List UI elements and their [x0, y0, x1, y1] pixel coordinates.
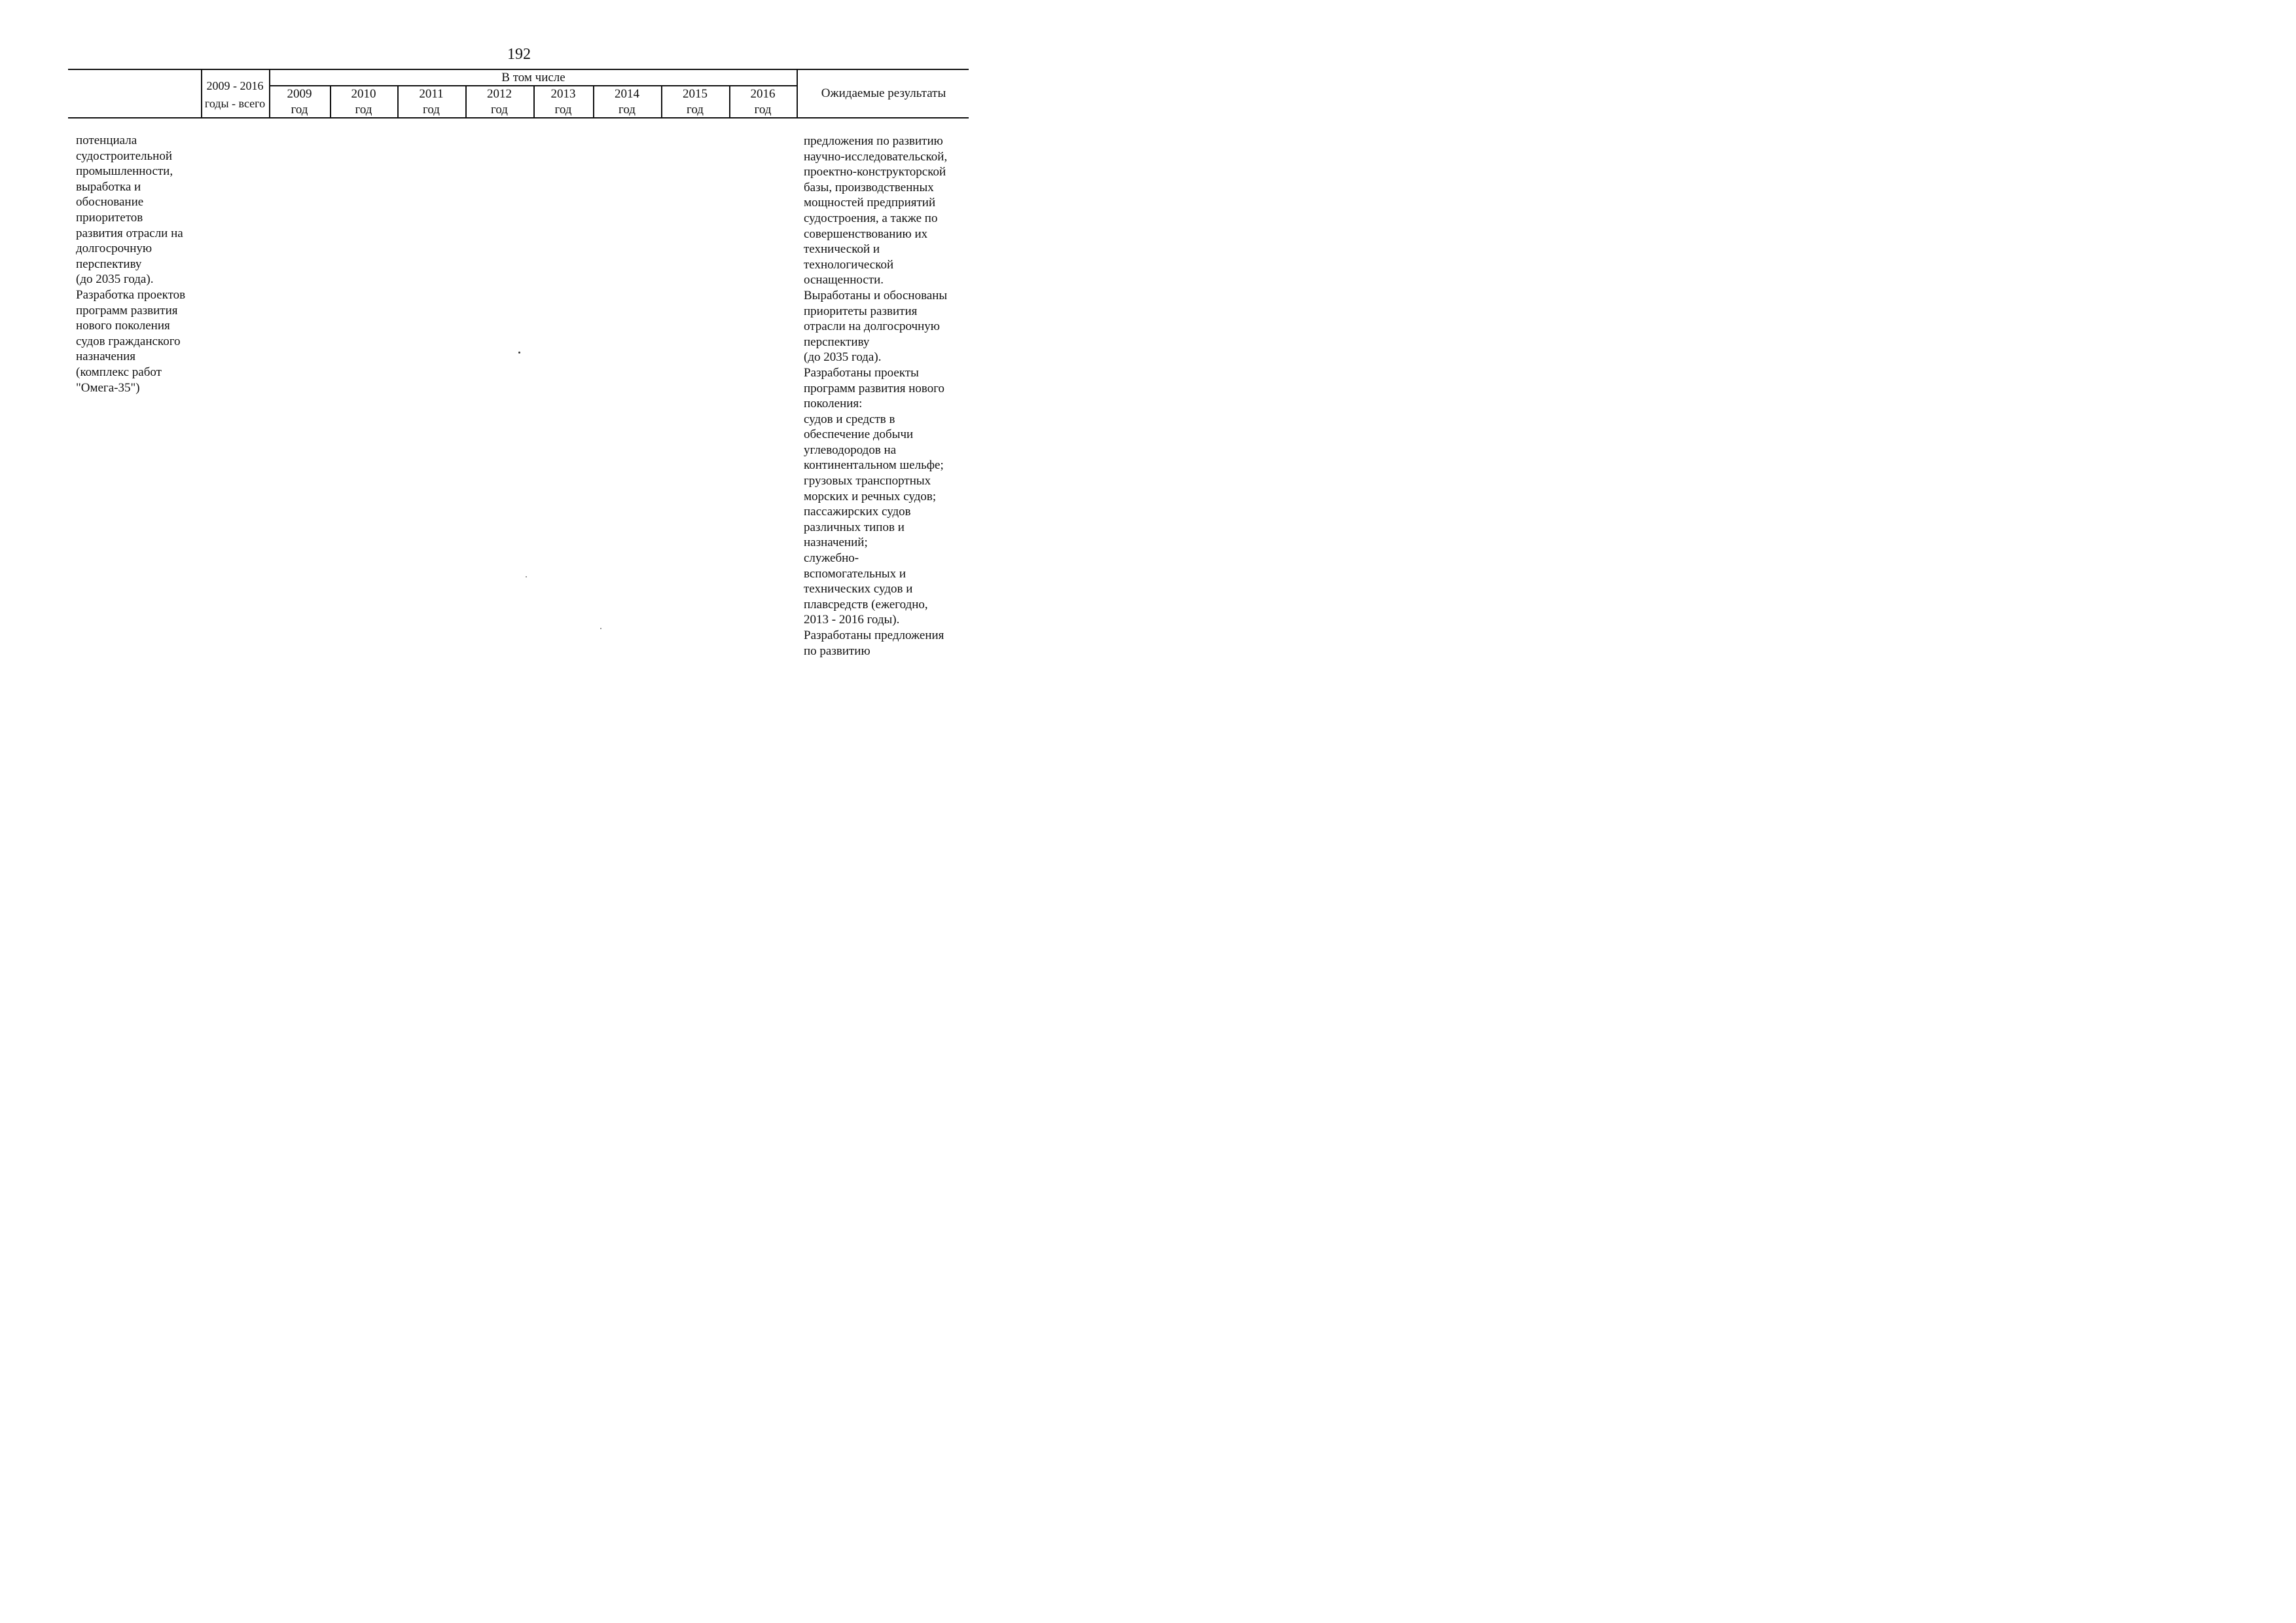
year-header-2011: 2011 год: [419, 87, 444, 117]
year-header-2013: 2013 год: [550, 87, 576, 117]
year-header-2014: 2014 год: [615, 87, 639, 117]
measure-description: потенциала судостроительной промышленности, выработка и обоснование приоритетов развития отрасли на долгосрочную перспективу (до 2035 года). Разработка проектов программ развития нового поколения судов гражданского назначения (комплекс работ "Омега-35"): [76, 134, 186, 395]
year-header-2009: 2009 год: [287, 87, 312, 117]
total-column-years: 2009 - 2016: [206, 79, 264, 92]
scan-speck: [518, 352, 520, 354]
group-header-label: В том числе: [501, 71, 565, 84]
year-header-2016: 2016 год: [750, 87, 776, 117]
total-column-label: годы - всего: [204, 97, 266, 110]
total-column-header: [201, 77, 269, 113]
scan-speck: [600, 628, 601, 629]
expected-results-text: предложения по развитию научно-исследовательской, проектно-конструкторской базы, производственных мощностей предприятий судостроения, а также по совершенствованию их технической и технологической оснащенности. Выработаны и обоснованы приоритеты развития отрасли на долгосрочную перспективу (до 2035 года). Разработаны проекты программ развития нового поколения: судов и средств в обеспечение добычи углеводородов на континентальном шельфе; грузовых транспортных морских и речных судов; пассажирских судов различных типов и назначений; служебно- вспомогательных и технических судов и плавсредств (ежегодно, 2013 - 2016 годы). Разработаны предложения по развитию: [804, 134, 948, 658]
year-header-2012: 2012 год: [487, 87, 512, 117]
scan-speck: [526, 576, 527, 577]
year-header-2015: 2015 год: [683, 87, 708, 117]
year-header-2010: 2010 год: [351, 87, 376, 117]
results-column-header: Ожидаемые результаты: [821, 86, 946, 100]
page-number: 192: [507, 46, 531, 63]
